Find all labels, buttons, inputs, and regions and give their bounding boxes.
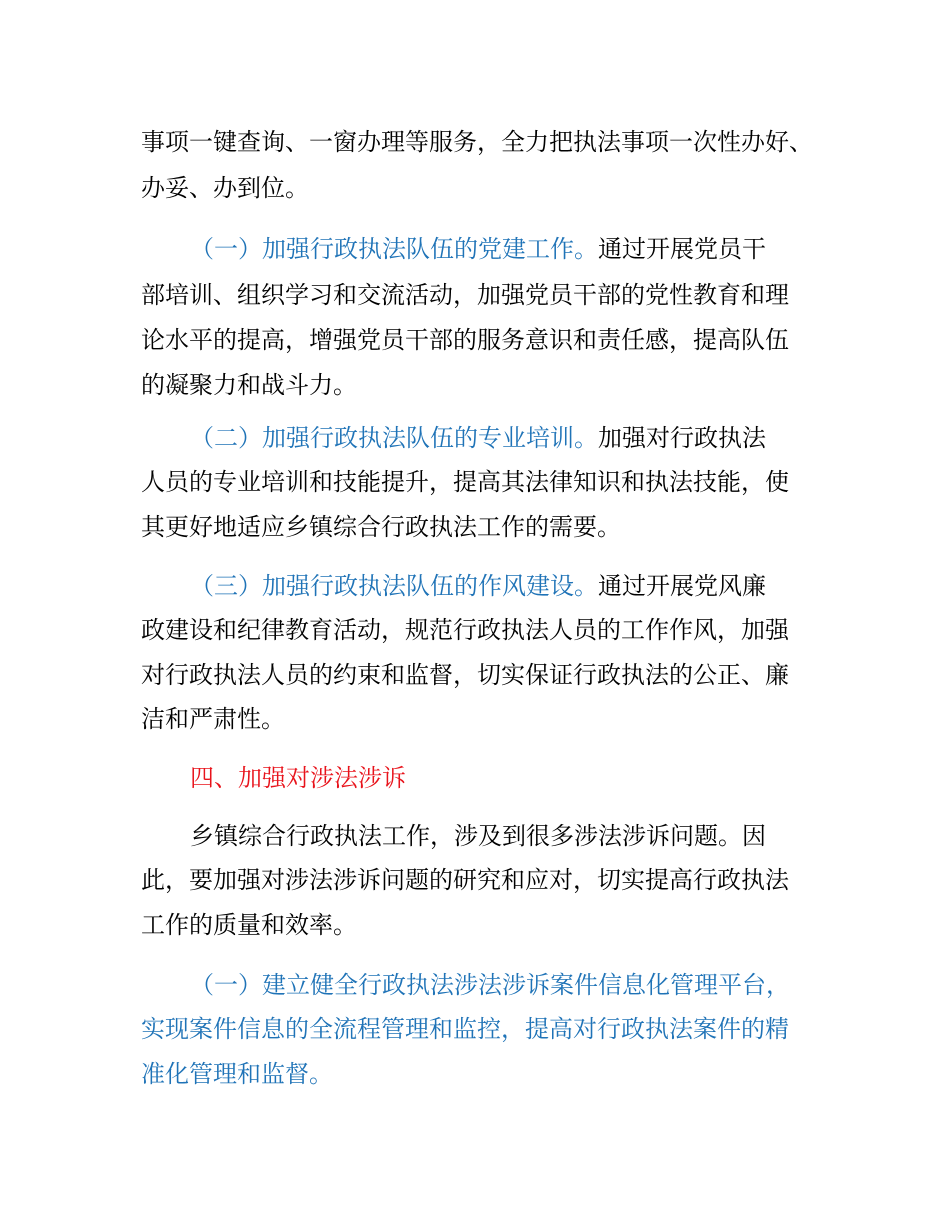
subheading-line: （一）建立健全行政执法涉法涉诉案件信息化管理平台， <box>190 971 790 999</box>
paragraph-line: 政建设和纪律教育活动，规范行政执法人员的工作作风，加强 <box>141 616 789 644</box>
paragraph-line: 的凝聚力和战斗力。 <box>141 371 357 399</box>
subheading-line: 准化管理和监督。 <box>141 1060 333 1088</box>
paragraph-text: 通过开展党风廉 <box>598 572 766 600</box>
paragraph-line: 事项一键查询、一窗办理等服务，全力把执法事项一次性办好、 <box>141 128 813 156</box>
paragraph-line: 办妥、办到位。 <box>141 174 309 202</box>
paragraph-first-line <box>190 233 766 265</box>
subheading: （二）加强行政执法队伍的专业培训。 <box>190 424 598 452</box>
paragraph-line: 此，要加强对涉法涉诉问题的研究和应对，切实提高行政执法 <box>141 866 789 894</box>
paragraph-line: 洁和严肃性。 <box>141 705 285 733</box>
paragraph-line: 工作的质量和效率。 <box>141 911 357 939</box>
paragraph-line: 乡镇综合行政执法工作，涉及到很多涉法涉诉问题。因 <box>190 822 766 850</box>
subheading-line: 实现案件信息的全流程管理和监控，提高对行政执法案件的精 <box>141 1015 789 1043</box>
section-heading: 四、加强对涉法涉诉 <box>190 764 406 792</box>
paragraph-line: 部培训、组织学习和交流活动，加强党员干部的党性教育和理 <box>141 281 789 309</box>
paragraph-first-line <box>190 570 766 602</box>
paragraph-line: 对行政执法人员的约束和监督，切实保证行政执法的公正、廉 <box>141 661 789 689</box>
paragraph-first-line <box>190 422 766 454</box>
subheading: （一）加强行政执法队伍的党建工作。 <box>190 235 598 263</box>
paragraph-text: 通过开展党员干 <box>598 235 766 263</box>
subheading: （三）加强行政执法队伍的作风建设。 <box>190 572 598 600</box>
paragraph-line: 论水平的提高，增强党员干部的服务意识和责任感，提高队伍 <box>141 326 789 354</box>
paragraph-line: 其更好地适应乡镇综合行政执法工作的需要。 <box>141 513 621 541</box>
paragraph-line: 人员的专业培训和技能提升，提高其法律知识和执法技能，使 <box>141 468 789 496</box>
paragraph-text: 加强对行政执法 <box>598 424 766 452</box>
